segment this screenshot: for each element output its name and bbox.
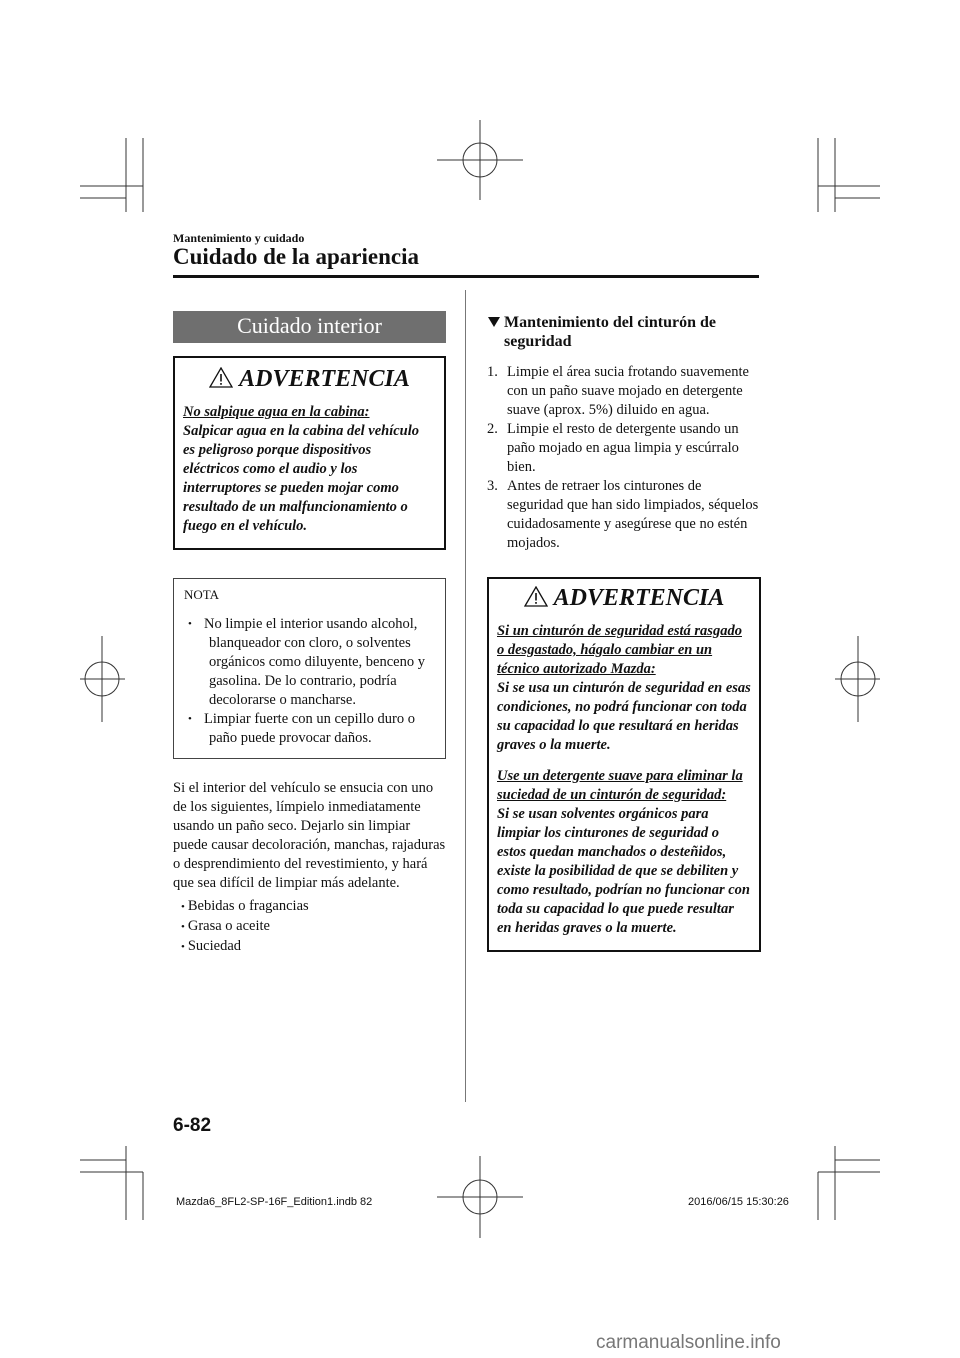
warning-text: Si se usan solventes orgánicos para limpiar los cinturones de seguridad o estos quedan manchados o desteñidos, existe la posibilidad de que se debiliten y como resultado, podrían no funcionar con toda su capacidad lo que puede resultar en heridas graves o la muerte. [497,806,750,936]
warning-box [487,577,761,952]
note-list [184,615,435,748]
warning-heading-text: ADVERTENCIA [553,585,725,611]
watermark: carmanualsonline.info [596,1332,781,1353]
warning-line: interruptores se pueden mojar como [183,480,399,496]
footer-timestamp: 2016/06/15 15:30:26 [688,1196,789,1208]
page-number: 6-82 [173,1115,212,1136]
step-item: 2. Limpie el resto de detergente usando un paño mojado en agua limpia y escúrralo bien. [487,421,739,475]
section-title: Cuidado de la apariencia [173,244,420,269]
section-label: Mantenimiento y cuidado [173,231,305,245]
title-rule [173,275,759,278]
note-box [173,578,446,759]
warning-body [497,622,751,938]
warning-subhead: Use un detergente suave para eliminar la suciedad de un cinturón de seguridad: [497,768,743,803]
list-item: • Grasa o aceite [173,917,446,937]
bullet-list [173,897,446,957]
warning-box [173,356,446,550]
warning-subhead: Si un cinturón de seguridad está rasgado o desgastado, hágalo cambiar en un técnico autorizado Mazda: [497,623,742,677]
note-item: • No limpie el interior usando alcohol, blanqueador con cloro, o solventes orgánicos como diluyente, benceno y gasolina. De lo contrario, podría decolorarse o mancharse. [184,615,435,710]
warning-line: es peligroso porque dispositivos [183,442,372,458]
warning-heading [183,366,436,393]
subsection-heading-text: Mantenimiento del cinturón de seguridad [504,314,716,350]
warning-line: Salpicar agua en la cabina del vehículo [183,423,420,439]
list-item: • Bebidas o fragancias [173,897,446,917]
subsection-heading [487,313,761,351]
note-item: • Limpiar fuerte con un cepillo duro o paño puede provocar daños. [184,710,435,748]
warning-triangle-icon [209,367,233,388]
warning-text: Si se usa un cinturón de seguridad en esas condiciones, no podrá funcionar con toda su capacidad lo que resultará en heridas graves o la muerte. [497,680,751,753]
step-item: 1. Limpie el área sucia frotando suavemente con un paño suave mojado en detergente suave (aprox. 5%) diluido en agua. [487,364,749,418]
footer-filename: Mazda6_8FL2-SP-16F_Edition1.indb 82 [176,1196,373,1208]
list-item: • Suciedad [173,937,446,957]
warning-line: fuego en el vehículo. [183,518,308,534]
step-item: 3. Antes de retraer los cinturones de seguridad que han sido limpiados, séquelos cuidadosamente y asegúrese que no estén mojados. [487,478,759,551]
warning-heading-text: ADVERTENCIA [239,366,410,392]
warning-triangle-icon [524,586,548,607]
right-column [487,311,761,952]
warning-heading [497,585,751,612]
triangle-down-icon [487,316,501,328]
warning-line: eléctricos como el audio y los [183,461,358,477]
warning-line: resultado de un malfuncionamiento o [183,499,408,515]
section-banner: Cuidado interior [173,311,446,343]
body-paragraph: Si el interior del vehículo se ensucia con uno de los siguientes, límpielo inmediatamente usando un paño seco. Dejarlo sin limpiar puede causar decoloración, manchas, rajaduras o desprendimiento del revestimiento, y hará que sea difícil de limpiar más adelante. [173,780,446,891]
warning-subhead: No salpique agua en la cabina: [183,404,370,420]
note-title: NOTA [184,587,220,602]
steps-list [487,363,761,553]
left-column [173,311,446,957]
column-divider [465,290,466,1102]
warning-body [183,403,436,536]
